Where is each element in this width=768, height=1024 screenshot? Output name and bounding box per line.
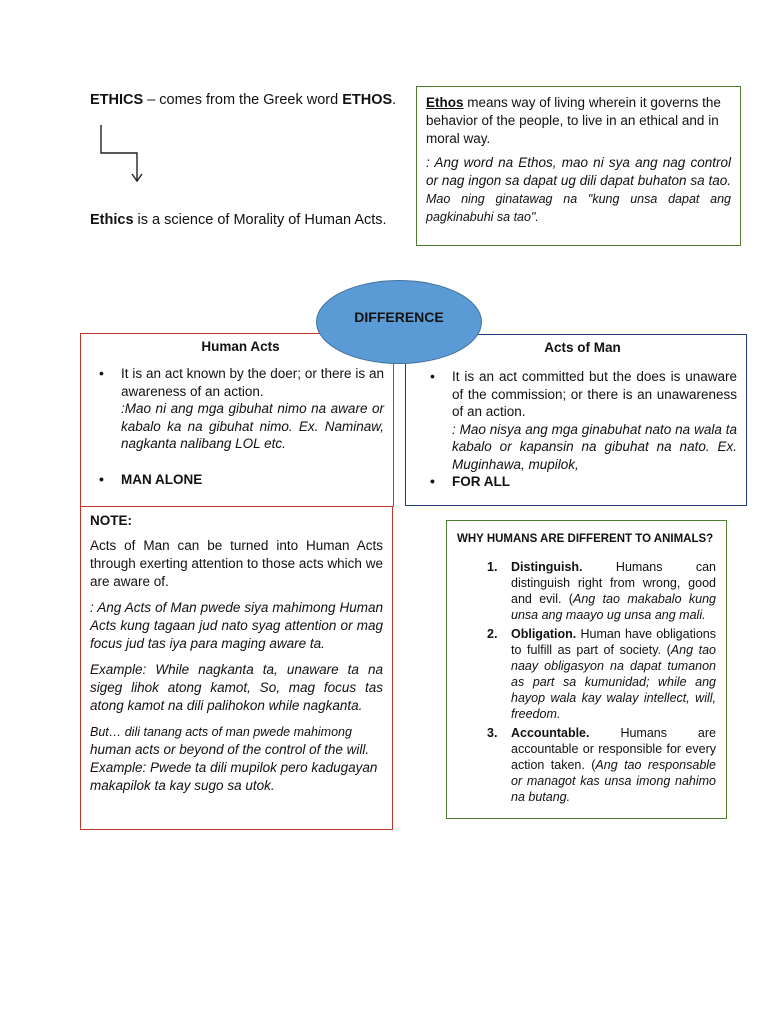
ethos-definition	[426, 94, 731, 148]
ethics-origin-line	[90, 92, 396, 108]
why-item-translation: Ang tao naay obligasyon na dapat tumanon as part sa kumunidad; while ang hayop wala kay walay intellect, will, freedom.	[511, 643, 717, 721]
note-paragraph-4	[90, 723, 383, 795]
why-box	[446, 520, 727, 819]
why-item-number: 2.	[487, 627, 498, 641]
ethos-translation-b: Mao ning ginatawag na "kung unsa dapat ang pagkinabuhi sa tao".	[426, 192, 731, 224]
human-acts-scope-text: MAN ALONE	[121, 471, 203, 487]
note-example: Example: While nagkanta ta, unaware ta na sigeg lihok atong kamot, So, mag focus tas atong kamot na dili palihokon while nagkanta.	[90, 662, 383, 713]
ethos-translation-a: : Ang word na Ethos, mao ni sya ang nag control or nag ingon sa dapat ug dili dapat buhaton sa tao.	[426, 155, 731, 188]
why-item-number: 1.	[487, 560, 498, 574]
why-item-text: Humans can distinguish right from wrong, good and evil. (	[511, 560, 716, 606]
acts-of-man-desc-text: It is an act committed but the does is unaware of the commission; or there is an unawareness of an action.	[452, 369, 737, 419]
why-item-term: Obligation.	[511, 627, 577, 641]
note-paragraph-4a: But… dili tanang acts of man pwede mahimong	[90, 725, 352, 739]
human-acts-description	[97, 365, 384, 453]
difference-label: DIFFERENCE	[354, 309, 444, 325]
ethos-root: ETHOS	[342, 92, 393, 108]
why-item-translation: Ang tao responsable or managot kas unsa imong nahimo na butang.	[511, 758, 716, 804]
acts-of-man-title: Acts of Man	[544, 340, 621, 355]
why-item-translation: Ang tao makabalo kung unsa ang maayo ug unsa ang mali.	[511, 592, 716, 622]
ethos-box	[416, 86, 741, 246]
elbow-arrow-icon	[95, 122, 150, 184]
ethos-definition-text: means way of living wherein it governs the behavior of the people, to live in an ethical and in moral way.	[426, 95, 721, 146]
ethos-translation	[426, 154, 731, 226]
acts-of-man-description	[428, 368, 737, 473]
acts-of-man-scope	[428, 473, 737, 491]
note-title: NOTE:	[90, 513, 132, 528]
acts-of-man-box	[405, 334, 747, 506]
human-acts-translation: :Mao ni ang mga gibuhat nimo na aware or kabalo ka na gibuhat nimo. Ex. Naminaw, nagkanta nalibang LOL etc.	[121, 401, 384, 451]
note-box	[80, 506, 393, 830]
why-item-text: Human have obligations to fulfill as part of society. (	[511, 627, 716, 657]
ethics-science-text: is a science of Morality of Human Acts.	[133, 212, 387, 228]
human-acts-title: Human Acts	[201, 339, 280, 354]
ethics-origin-text: – comes from the Greek word	[143, 92, 343, 108]
note-paragraph-1: Acts of Man can be turned into Human Acts through exerting attention to those acts which we are aware of.	[90, 538, 383, 589]
ethics-definition	[90, 212, 387, 228]
ethics-science-term: Ethics	[90, 212, 134, 228]
why-title: WHY HUMANS ARE DIFFERENT TO ANIMALS?	[457, 533, 714, 545]
why-item-obligation	[457, 626, 716, 722]
ethics-period: .	[392, 92, 397, 108]
human-acts-desc-text: It is an act known by the doer; or there is an awareness of an action.	[121, 366, 384, 399]
why-item-text: Humans are accountable or responsible for every action taken. (	[511, 726, 716, 772]
ethos-term: Ethos	[426, 95, 464, 110]
note-paragraph-2: : Ang Acts of Man pwede siya mahimong Human Acts kung tagaan jud nato syag attention or mag focus jud tas iya para maging aware ta.	[90, 600, 383, 651]
why-item-term: Accountable.	[511, 726, 590, 740]
acts-of-man-translation: : Mao nisya ang mga ginabuhat nato na wala ta kabalo or kapansin na gibuhat na nato. Ex. Muginhawa, mupilok,	[452, 421, 737, 472]
why-item-number: 3.	[487, 726, 498, 740]
acts-of-man-scope-text: FOR ALL	[452, 474, 510, 489]
why-item-term: Distinguish.	[511, 560, 583, 574]
human-acts-scope	[97, 471, 384, 489]
ethics-term: ETHICS	[90, 92, 144, 108]
human-acts-box	[80, 333, 394, 507]
difference-ellipse	[316, 280, 482, 364]
why-item-distinguish	[457, 559, 716, 623]
why-item-accountable	[457, 725, 716, 805]
note-paragraph-4b: human acts or beyond of the control of the will. Example: Pwede ta dili mupilok pero kadugayan makapilok ta kay sugo sa utok.	[90, 742, 378, 793]
